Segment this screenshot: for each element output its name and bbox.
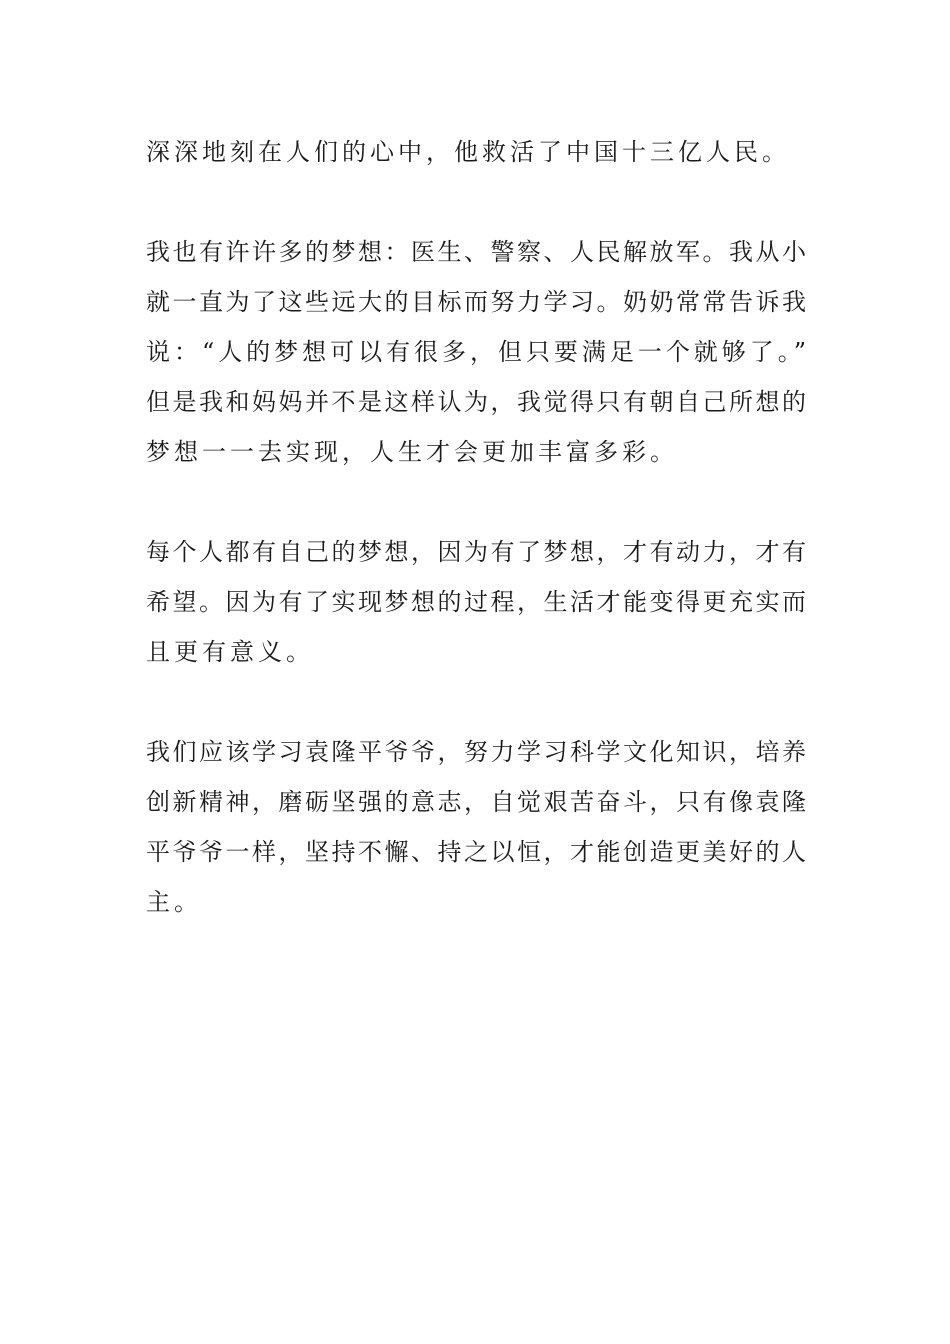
text-line: 我们应该学习袁隆平爷爷，努力学习科学文化知识，培养	[146, 738, 806, 766]
paragraph-3	[146, 527, 806, 677]
text-line: 但是我和妈妈并不是这样认为，我觉得只有朝自己所想的	[146, 388, 806, 416]
text-line: 平爷爷一样，坚持不懈、持之以恒，才能创造更美好的人	[146, 838, 806, 866]
text-line: 我也有许许多的梦想：医生、警察、人民解放军。我从小	[146, 238, 806, 266]
paragraph-4	[146, 727, 806, 927]
text-line: 且更有意义。	[146, 638, 314, 666]
text-line: 深深地刻在人们的心中，他救活了中国十三亿人民。	[146, 138, 790, 166]
text-line: 梦想一一去实现，人生才会更加丰富多彩。	[146, 438, 678, 466]
text-line: 创新精神，磨砺坚强的意志，自觉艰苦奋斗，只有像袁隆	[146, 788, 806, 816]
document-page	[146, 127, 806, 977]
text-line: 主。	[146, 888, 202, 916]
text-line: 说：“人的梦想可以有很多，但只要满足一个就够了。”	[146, 338, 806, 366]
text-line: 希望。因为有了实现梦想的过程，生活才能变得更充实而	[146, 588, 806, 616]
text-line: 每个人都有自己的梦想，因为有了梦想，才有动力，才有	[146, 538, 806, 566]
text-line: 就一直为了这些远大的目标而努力学习。奶奶常常告诉我	[146, 288, 806, 316]
paragraph-2	[146, 227, 806, 477]
paragraph-1	[146, 127, 806, 177]
